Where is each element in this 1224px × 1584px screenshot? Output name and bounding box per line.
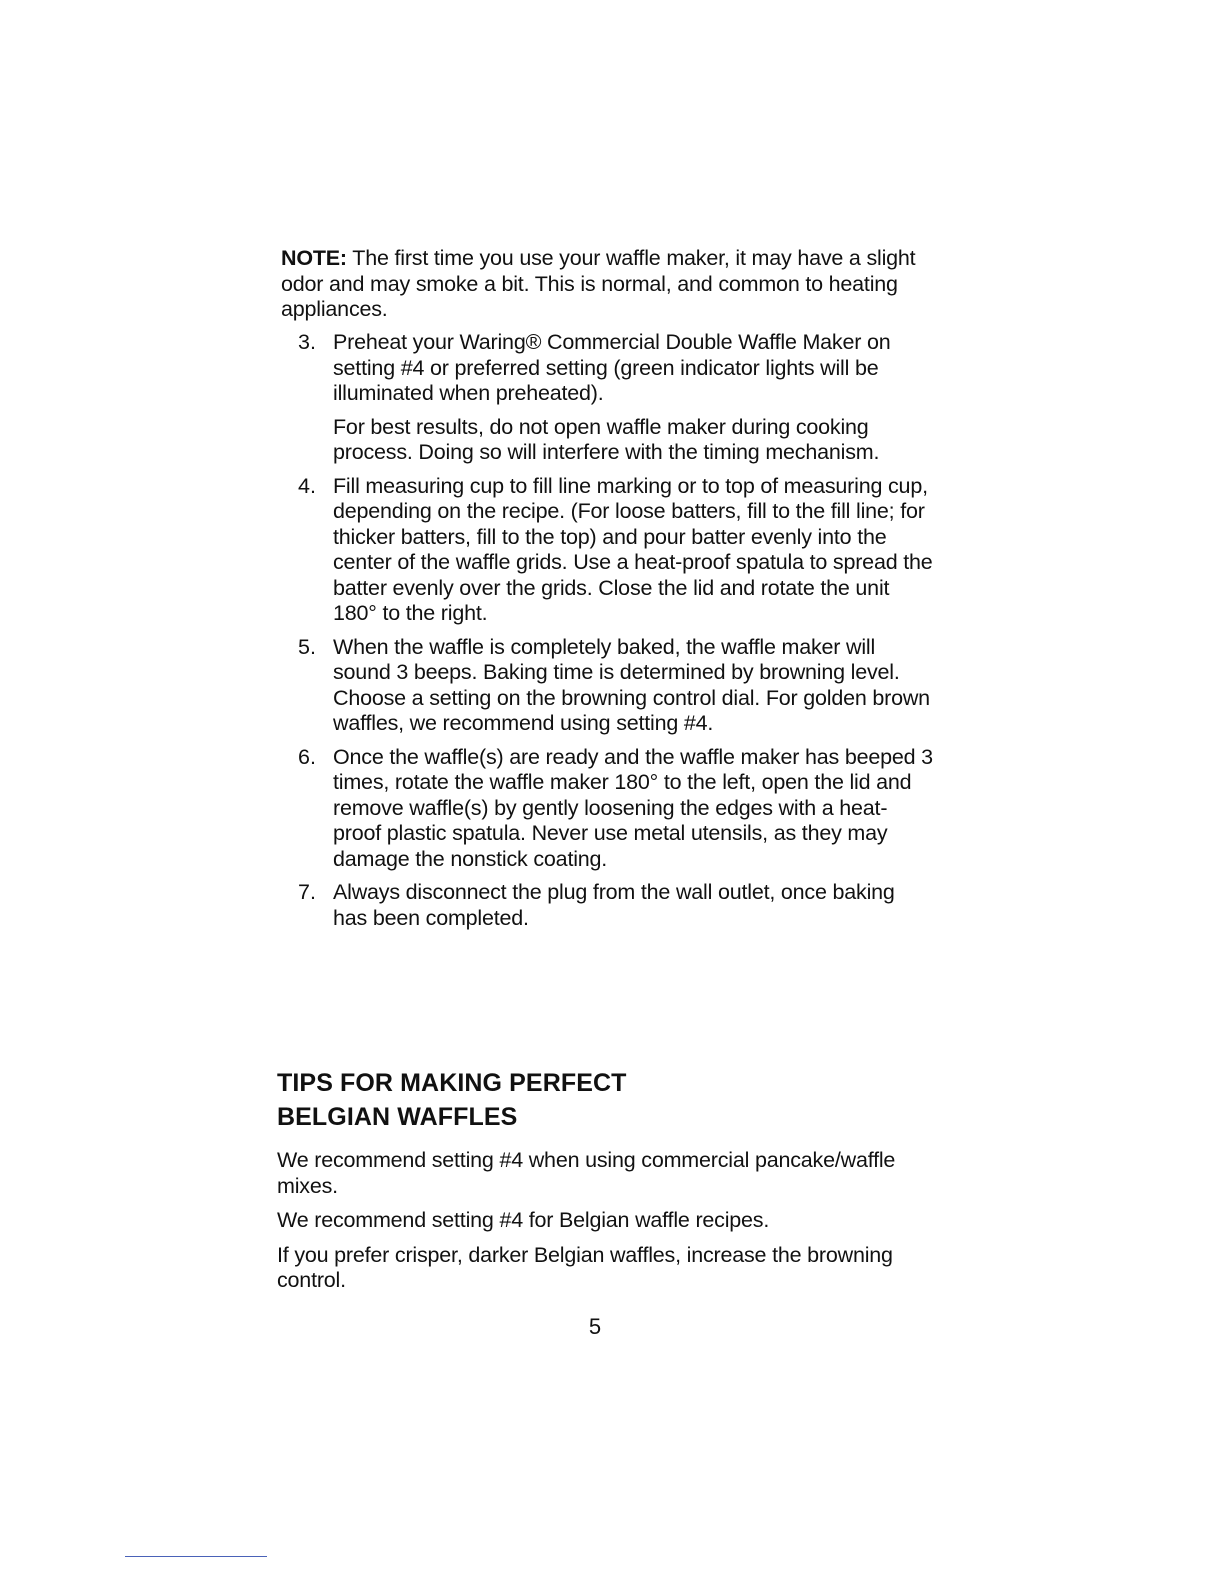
tips-section <box>277 1148 927 1303</box>
step-item <box>0 474 1224 627</box>
step-item <box>0 635 1224 737</box>
tip-paragraph: We recommend setting #4 for Belgian waffle recipes. <box>277 1208 770 1232</box>
step-paragraph: Fill measuring cup to fill line marking or to top of measuring cup, depending on the recipe. (For loose batters, fill to the fill line; for thicker batters, fill to the top) and pour batter evenly into the center of the waffle grids. Use a heat-proof spatula to spread the batter evenly over the grids. Close the lid and rotate the unit 180° to the right. <box>333 473 933 625</box>
step-paragraph: For best results, do not open waffle maker during cooking process. Doing so will interfere with the timing mechanism. <box>333 414 880 464</box>
step-paragraph: Once the waffle(s) are ready and the waffle maker has beeped 3 times, rotate the waffle maker 180° to the left, open the lid and remove waffle(s) by gently loosening the edges with a heat-proof plastic spatula. Never use metal utensils, as they may damage the nonstick coating. <box>333 744 933 871</box>
instruction-steps <box>0 330 1224 939</box>
step-number: 4. <box>298 473 316 498</box>
step-paragraph: Always disconnect the plug from the wall outlet, once baking has been completed. <box>333 880 895 930</box>
step-body <box>333 474 933 627</box>
tips-heading-line-2: BELGIAN WAFFLES <box>277 1103 518 1131</box>
tips-heading-line-1: TIPS FOR MAKING PERFECT <box>277 1069 627 1097</box>
step-paragraph: Preheat your Waring® Commercial Double Waffle Maker on setting #4 or preferred setting (green indicator lights will be illuminated when preheated). <box>333 330 891 405</box>
step-number: 6. <box>298 744 316 769</box>
tip-paragraph: We recommend setting #4 when using commercial pancake/waffle mixes. <box>277 1148 896 1198</box>
footer-rule <box>125 1556 267 1557</box>
step-item <box>0 880 1224 931</box>
step-body <box>333 635 933 737</box>
step-body <box>333 330 933 466</box>
step-body <box>333 880 933 931</box>
step-paragraph: When the waffle is completely baked, the waffle maker will sound 3 beeps. Baking time is determined by browning level. Choose a setting on the browning control dial. For golden brown waffles, we recommend using setting #4. <box>333 634 930 735</box>
step-item <box>0 330 1224 466</box>
page-number: 5 <box>588 1314 602 1339</box>
step-number: 7. <box>298 880 316 904</box>
note-paragraph <box>281 246 931 323</box>
step-item <box>0 745 1224 873</box>
note-text: The first time you use your waffle maker, it may have a slight odor and may smoke a bit. This is normal, and common to heating appliances. <box>281 246 916 321</box>
tip-paragraph: If you prefer crisper, darker Belgian waffles, increase the browning control. <box>277 1242 893 1292</box>
step-number: 3. <box>298 330 316 354</box>
tips-heading <box>277 1066 627 1134</box>
note-label: NOTE: <box>281 246 347 270</box>
step-number: 5. <box>298 634 316 659</box>
step-body <box>333 745 933 873</box>
